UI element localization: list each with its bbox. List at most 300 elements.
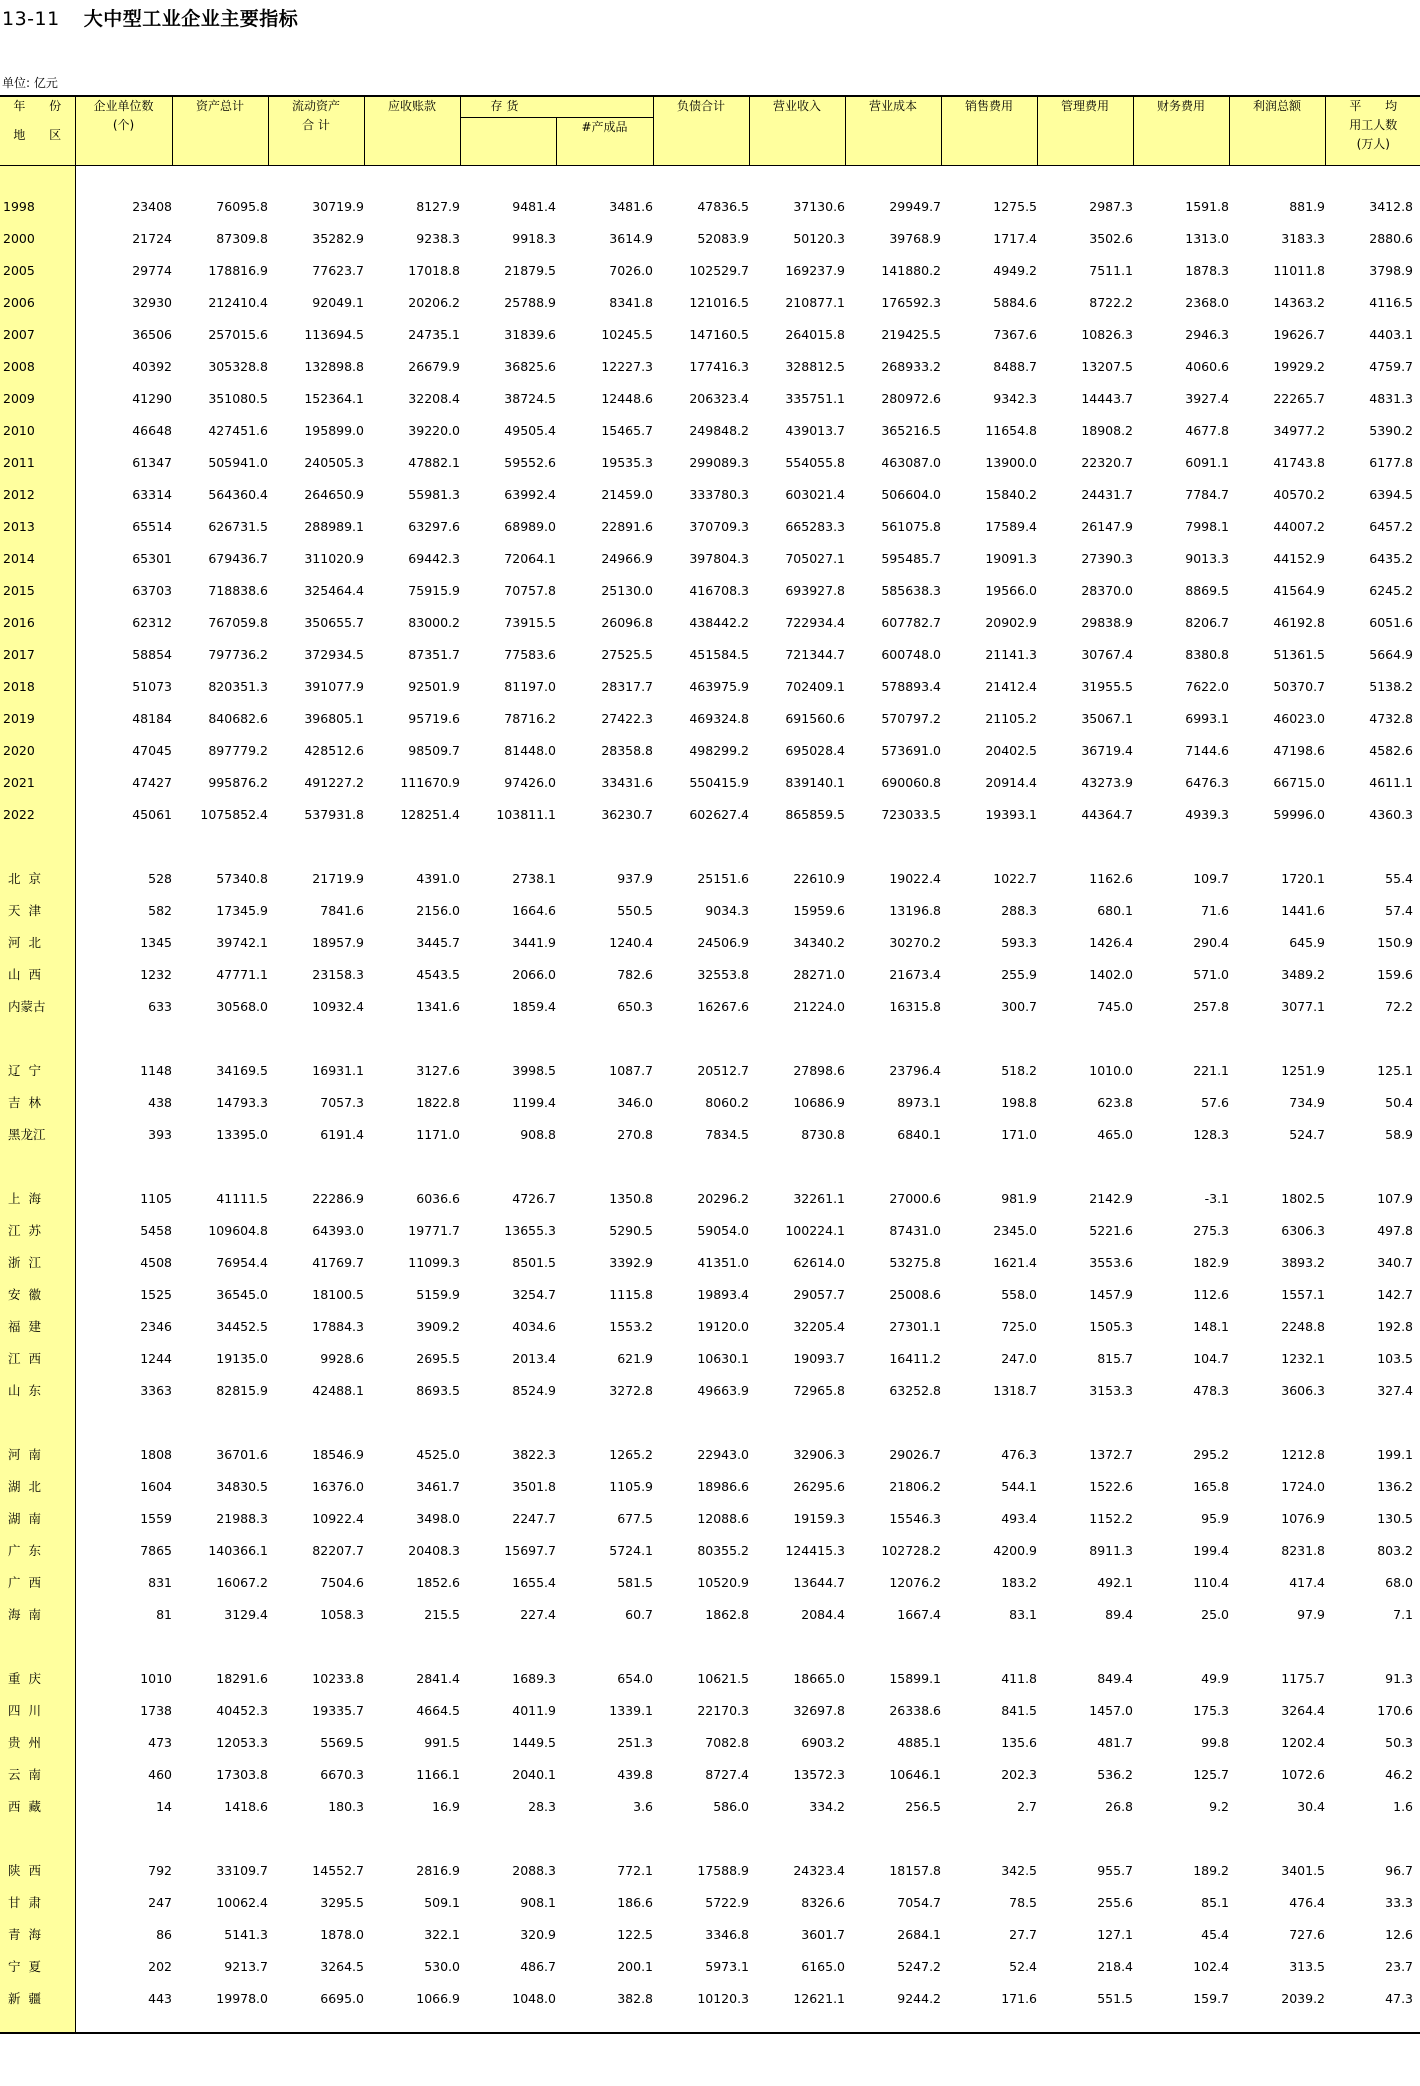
table-cell: 4034.6 [512, 1318, 556, 1334]
table-cell: 2368.0 [1185, 294, 1230, 310]
table-cell: 22943.0 [697, 1446, 750, 1462]
table-cell: 41743.8 [1273, 454, 1326, 470]
table-cell: 58.9 [1385, 1126, 1414, 1142]
year-label: 2018 [0, 670, 75, 702]
table-cell: 9928.6 [320, 1350, 364, 1366]
table-cell: 1738 [140, 1702, 172, 1718]
table-cell: 21879.5 [504, 262, 556, 278]
table-cell: 1318.7 [993, 1382, 1038, 1398]
table-cell: 50370.7 [1273, 678, 1326, 694]
table-cell: 623.8 [1097, 1094, 1134, 1110]
page-title [2, 4, 298, 31]
table-cell: 96.7 [1385, 1862, 1414, 1878]
table-cell: 41769.7 [312, 1254, 364, 1270]
table-cell: 10120.3 [697, 1990, 750, 2006]
table-cell: 77583.6 [504, 646, 556, 662]
table-cell: 221.1 [1193, 1062, 1230, 1078]
table-cell: 463087.0 [881, 454, 942, 470]
table-cell: 1426.4 [1089, 934, 1134, 950]
region-row [0, 958, 1420, 990]
table-cell: 26338.6 [889, 1702, 942, 1718]
table-cell: 12076.2 [889, 1574, 942, 1590]
table-cell: 486.7 [520, 1958, 556, 1974]
table-cell: 10646.1 [889, 1766, 942, 1782]
table-cell: 346.0 [617, 1094, 654, 1110]
table-cell: 20296.2 [697, 1190, 750, 1206]
table-cell: 1604 [140, 1478, 172, 1494]
year-label: 2006 [0, 286, 75, 318]
table-cell: 815.7 [1097, 1350, 1134, 1366]
col-operating-cost: 营业成本 [845, 96, 941, 166]
table-cell: 491227.2 [304, 774, 364, 790]
table-cell: 12053.3 [216, 1734, 268, 1750]
table-cell: 593.3 [1001, 934, 1038, 950]
table-cell: 9238.3 [416, 230, 460, 246]
table-cell: 600748.0 [881, 646, 942, 662]
table-cell: 3445.7 [416, 934, 460, 950]
table-cell: 29026.7 [889, 1446, 942, 1462]
table-cell: 87431.0 [889, 1222, 942, 1238]
table-cell: 645.9 [1289, 934, 1326, 950]
table-cell: 17588.9 [697, 1862, 750, 1878]
col-employees-label1: 平 均 [1349, 99, 1408, 113]
year-label: 2012 [0, 478, 75, 510]
table-cell: 36230.7 [601, 806, 654, 822]
table-cell: 251.3 [617, 1734, 654, 1750]
table-cell: 4200.9 [993, 1542, 1038, 1558]
table-cell: 136.2 [1377, 1478, 1414, 1494]
region-row [0, 1086, 1420, 1118]
year-row [0, 286, 1420, 318]
region-label: 重庆 [0, 1662, 75, 1694]
table-cell: 36701.6 [216, 1446, 268, 1462]
table-cell: 218.4 [1097, 1958, 1134, 1974]
table-cell: 288989.1 [304, 518, 364, 534]
region-label: 黑龙江 [0, 1118, 75, 1150]
table-cell: 1621.4 [993, 1254, 1038, 1270]
region-row [0, 1214, 1420, 1246]
table-cell: 25.0 [1201, 1606, 1230, 1622]
table-cell: 32906.3 [793, 1446, 846, 1462]
table-cell: 21459.0 [601, 486, 654, 502]
table-cell: 1852.6 [416, 1574, 460, 1590]
table-cell: 991.5 [424, 1734, 460, 1750]
region-label: 安徽 [0, 1278, 75, 1310]
table-cell: 1441.6 [1281, 902, 1326, 918]
table-cell: 29838.9 [1081, 614, 1134, 630]
table-cell: 159.7 [1193, 1990, 1230, 2006]
table-cell: 102.4 [1193, 1958, 1230, 1974]
table-cell: 492.1 [1097, 1574, 1134, 1590]
table-cell: 27525.5 [601, 646, 654, 662]
table-cell: 182.9 [1193, 1254, 1230, 1270]
table-cell: 68.0 [1385, 1574, 1414, 1590]
year-row [0, 318, 1420, 350]
table-cell: 171.0 [1001, 1126, 1038, 1142]
table-cell: 7057.3 [320, 1094, 364, 1110]
table-cell: 2987.3 [1089, 198, 1134, 214]
table-cell: 18908.2 [1081, 422, 1134, 438]
year-row [0, 766, 1420, 798]
table-cell: 2841.4 [416, 1670, 460, 1686]
spacer-row [0, 1630, 1420, 1662]
table-cell: 66715.0 [1273, 774, 1326, 790]
table-cell: 8730.8 [801, 1126, 846, 1142]
table-cell: 53275.8 [889, 1254, 942, 1270]
year-row [0, 414, 1420, 446]
table-cell: 11654.8 [985, 422, 1038, 438]
table-cell: 47882.1 [408, 454, 460, 470]
table-cell: 554055.8 [785, 454, 846, 470]
year-row [0, 350, 1420, 382]
table-cell: 1808 [140, 1446, 172, 1462]
table-cell: 564360.4 [208, 486, 268, 502]
table-cell: 63252.8 [889, 1382, 942, 1398]
table-cell: 427451.6 [208, 422, 268, 438]
table-cell: 83000.2 [408, 614, 460, 630]
table-cell: 1372.7 [1089, 1446, 1134, 1462]
table-cell: 195899.0 [304, 422, 364, 438]
region-label: 云南 [0, 1758, 75, 1790]
table-cell: 31955.5 [1081, 678, 1134, 694]
year-label: 2010 [0, 414, 75, 446]
table-cell: 5569.5 [320, 1734, 364, 1750]
table-cell: 7367.6 [993, 326, 1038, 342]
table-cell: 97.9 [1297, 1606, 1326, 1622]
table-cell: 21673.4 [889, 966, 942, 982]
table-cell: 4677.8 [1185, 422, 1230, 438]
col-liabilities: 负债合计 [653, 96, 749, 166]
table-cell: 82815.9 [216, 1382, 268, 1398]
table-cell: 46192.8 [1273, 614, 1326, 630]
table-cell: 19893.4 [697, 1286, 750, 1302]
table-cell: 396805.1 [304, 710, 364, 726]
table-cell: 91.3 [1385, 1670, 1414, 1686]
table-cell: 24323.4 [793, 1862, 846, 1878]
year-row [0, 254, 1420, 286]
table-cell: 22610.9 [793, 870, 846, 886]
table-cell: 57.6 [1201, 1094, 1230, 1110]
table-cell: 1199.4 [512, 1094, 556, 1110]
table-cell: 247 [148, 1894, 172, 1910]
table-cell: 937.9 [617, 870, 654, 886]
table-cell: 585638.3 [881, 582, 942, 598]
table-cell: 478.3 [1193, 1382, 1230, 1398]
region-row [0, 1982, 1420, 2014]
table-cell: 34452.5 [216, 1318, 268, 1334]
table-cell: 3401.5 [1281, 1862, 1326, 1878]
table-cell: 4831.3 [1369, 390, 1414, 406]
table-cell: 820351.3 [208, 678, 268, 694]
year-row [0, 190, 1420, 222]
table-cell: 63992.4 [504, 486, 556, 502]
table-cell: 439013.7 [785, 422, 846, 438]
region-row [0, 1278, 1420, 1310]
table-cell: 107.9 [1377, 1190, 1414, 1206]
region-row [0, 1662, 1420, 1694]
table-cell: 210877.1 [785, 294, 846, 310]
table-cell: 6091.1 [1185, 454, 1230, 470]
table-cell: 68989.0 [504, 518, 556, 534]
table-cell: 41351.0 [697, 1254, 750, 1270]
table-cell: 530.0 [424, 1958, 460, 1974]
table-cell: 365216.5 [881, 422, 942, 438]
table-cell: 1232.1 [1281, 1350, 1326, 1366]
table-cell: 718838.6 [208, 582, 268, 598]
table-cell: 1667.4 [897, 1606, 942, 1622]
col-inventory [460, 96, 653, 117]
year-row [0, 222, 1420, 254]
table-cell: 20902.9 [985, 614, 1038, 630]
table-cell: 5290.5 [609, 1222, 654, 1238]
table-cell: 1522.6 [1089, 1478, 1134, 1494]
table-cell: 6435.2 [1369, 550, 1414, 566]
year-label: 2019 [0, 702, 75, 734]
table-cell: 391077.9 [304, 678, 364, 694]
table-cell: 92049.1 [312, 294, 364, 310]
table-cell: 693927.8 [785, 582, 846, 598]
region-row [0, 1470, 1420, 1502]
region-row [0, 1534, 1420, 1566]
table-cell: 725.0 [1001, 1318, 1038, 1334]
table-cell: 8060.2 [705, 1094, 750, 1110]
region-row [0, 1790, 1420, 1822]
table-cell: 865859.5 [785, 806, 846, 822]
table-cell: 602627.4 [689, 806, 750, 822]
table-cell: 35067.1 [1081, 710, 1134, 726]
table-cell: 654.0 [617, 1670, 654, 1686]
table-cell: 561075.8 [881, 518, 942, 534]
table-cell: 57340.8 [216, 870, 268, 886]
region-label: 甘肃 [0, 1886, 75, 1918]
table-cell: 1115.8 [609, 1286, 654, 1302]
year-label: 2020 [0, 734, 75, 766]
year-row [0, 670, 1420, 702]
table-cell: 1232 [140, 966, 172, 982]
table-cell: 5221.6 [1089, 1222, 1134, 1238]
table-cell: 536.2 [1097, 1766, 1134, 1782]
table-cell: 81448.0 [504, 742, 556, 758]
table-cell: 518.2 [1001, 1062, 1038, 1078]
table-cell: 46023.0 [1273, 710, 1326, 726]
year-label: 2008 [0, 350, 75, 382]
table-cell: 32697.8 [793, 1702, 846, 1718]
table-cell: 1339.1 [609, 1702, 654, 1718]
table-cell: 152364.1 [304, 390, 364, 406]
table-cell: 3606.3 [1281, 1382, 1326, 1398]
table-cell: 5458 [140, 1222, 172, 1238]
table-cell: 1066.9 [416, 1990, 460, 2006]
table-cell: 92501.9 [408, 678, 460, 694]
table-cell: 8501.5 [512, 1254, 556, 1270]
table-cell: 183.2 [1001, 1574, 1038, 1590]
table-cell: 170.6 [1377, 1702, 1414, 1718]
col-employees [1325, 96, 1420, 166]
table-cell: 8206.7 [1185, 614, 1230, 630]
table-cell: 382.8 [617, 1990, 654, 2006]
table-cell: 9034.3 [705, 902, 750, 918]
table-cell: 2880.6 [1369, 230, 1414, 246]
table-cell: 1559 [140, 1510, 172, 1526]
table-cell: 550415.9 [689, 774, 750, 790]
table-cell: 320.9 [520, 1926, 556, 1942]
table-cell: 140366.1 [208, 1542, 268, 1558]
table-cell: 1717.4 [993, 230, 1038, 246]
table-cell: 621.9 [617, 1350, 654, 1366]
table-cell: 1171.0 [416, 1126, 460, 1142]
table-cell: 28370.0 [1081, 582, 1134, 598]
table-cell: 177416.3 [689, 358, 750, 374]
table-cell: 59054.0 [697, 1222, 750, 1238]
table-cell: 1822.8 [416, 1094, 460, 1110]
table-cell: 586.0 [713, 1798, 750, 1814]
table-cell: 4543.5 [416, 966, 460, 982]
table-cell: 2684.1 [897, 1926, 942, 1942]
table-cell: 111670.9 [400, 774, 460, 790]
table-cell: 150.9 [1377, 934, 1414, 950]
table-cell: 52083.9 [697, 230, 750, 246]
table-cell: 10932.4 [312, 998, 364, 1014]
region-label: 新疆 [0, 1982, 75, 2014]
table-cell: 327.4 [1377, 1382, 1414, 1398]
table-cell: 23408 [132, 198, 172, 214]
table-cell: 4949.2 [993, 262, 1038, 278]
table-cell: 63297.6 [408, 518, 460, 534]
table-cell: 1087.7 [609, 1062, 654, 1078]
table-cell: 1175.7 [1281, 1670, 1326, 1686]
table-cell: 8380.8 [1185, 646, 1230, 662]
year-row [0, 542, 1420, 574]
table-cell: 1505.3 [1089, 1318, 1134, 1334]
table-cell: 49505.4 [504, 422, 556, 438]
table-cell: 6036.6 [416, 1190, 460, 1206]
year-label: 2022 [0, 798, 75, 830]
table-cell: 428512.6 [304, 742, 364, 758]
table-cell: 7841.6 [320, 902, 364, 918]
unit-label: 单位: 亿元 [2, 76, 58, 90]
col-employees-unit: (万人) [1356, 137, 1390, 151]
table-cell: 322.1 [424, 1926, 460, 1942]
table-cell: 49663.9 [697, 1382, 750, 1398]
table-cell: 1.6 [1393, 1798, 1414, 1814]
region-label: 西藏 [0, 1790, 75, 1822]
table-cell: 171.6 [1001, 1990, 1038, 2006]
table-cell: 32553.8 [697, 966, 750, 982]
table-cell: 1664.6 [512, 902, 556, 918]
table-cell: 192.8 [1377, 1318, 1414, 1334]
table-cell: 33109.7 [216, 1862, 268, 1878]
table-cell: 72064.1 [504, 550, 556, 566]
region-row [0, 1886, 1420, 1918]
table-cell: 340.7 [1377, 1254, 1414, 1270]
table-cell: 13207.5 [1081, 358, 1134, 374]
table-cell: 48184 [132, 710, 172, 726]
table-cell: 2040.1 [512, 1766, 556, 1782]
table-cell: 41111.5 [216, 1190, 268, 1206]
table-cell: 64393.0 [312, 1222, 364, 1238]
table-cell: 397804.3 [689, 550, 750, 566]
table-cell: 8127.9 [416, 198, 460, 214]
table-cell: 10630.1 [697, 1350, 750, 1366]
table-cell: 95.9 [1201, 1510, 1230, 1526]
table-cell: 17345.9 [216, 902, 268, 918]
table-cell: 14443.7 [1081, 390, 1134, 406]
table-cell: 17303.8 [216, 1766, 268, 1782]
table-cell: 23.7 [1385, 1958, 1414, 1974]
table-cell: 39220.0 [408, 422, 460, 438]
table-cell: 268933.2 [881, 358, 942, 374]
table-cell: 1162.6 [1089, 870, 1134, 886]
table-cell: 1072.6 [1281, 1766, 1326, 1782]
table-cell: 36545.0 [216, 1286, 268, 1302]
table-cell: 62312 [132, 614, 172, 630]
table-cell: 55981.3 [408, 486, 460, 502]
table-cell: 33431.6 [601, 774, 654, 790]
table-cell: 89.4 [1105, 1606, 1134, 1622]
table-cell: 22265.7 [1273, 390, 1326, 406]
table-cell: 28271.0 [793, 966, 846, 982]
year-label: 2016 [0, 606, 75, 638]
table-cell: 103.5 [1377, 1350, 1414, 1366]
year-row [0, 382, 1420, 414]
table-cell: 10520.9 [697, 1574, 750, 1590]
table-cell: 469324.8 [689, 710, 750, 726]
table-cell: 8524.9 [512, 1382, 556, 1398]
table-cell: 723033.5 [881, 806, 942, 822]
table-cell: 212410.4 [208, 294, 268, 310]
table-cell: 10621.5 [697, 1670, 750, 1686]
table-cell: 570797.2 [881, 710, 942, 726]
table-cell: 1058.3 [320, 1606, 364, 1622]
table-cell: 20512.7 [697, 1062, 750, 1078]
table-cell: 19159.3 [793, 1510, 846, 1526]
table-cell: 256.5 [905, 1798, 942, 1814]
table-cell: 1212.8 [1281, 1446, 1326, 1462]
table-cell: 705027.1 [785, 550, 846, 566]
table-cell: 22170.3 [697, 1702, 750, 1718]
table-cell: 29774 [132, 262, 172, 278]
table-cell: 1313.0 [1185, 230, 1230, 246]
table-cell: 21141.3 [985, 646, 1038, 662]
table-cell: 121016.5 [689, 294, 750, 310]
col-receivables: 应收账款 [364, 96, 460, 166]
region-row [0, 1246, 1420, 1278]
table-cell: 46648 [132, 422, 172, 438]
spacer-row [0, 2014, 1420, 2030]
table-cell: 463975.9 [689, 678, 750, 694]
table-cell: 16411.2 [889, 1350, 942, 1366]
table-cell: 125.1 [1377, 1062, 1414, 1078]
table-cell: 690060.8 [881, 774, 942, 790]
region-row [0, 1310, 1420, 1342]
table-cell: 6695.0 [320, 1990, 364, 2006]
year-label: 2021 [0, 766, 75, 798]
table-cell: 11011.8 [1273, 262, 1326, 278]
spacer-row [0, 1822, 1420, 1854]
table-cell: 3254.7 [512, 1286, 556, 1302]
table-cell: 21724 [132, 230, 172, 246]
table-cell: 122.5 [617, 1926, 654, 1942]
table-cell: 1345 [140, 934, 172, 950]
table-cell: 30767.4 [1081, 646, 1134, 662]
table-cell: 767059.8 [208, 614, 268, 630]
table-cell: 2247.7 [512, 1510, 556, 1526]
region-row [0, 1726, 1420, 1758]
table-cell: 202.3 [1001, 1766, 1038, 1782]
table-cell: 14 [156, 1798, 172, 1814]
table-cell: 443 [148, 1990, 172, 2006]
table-cell: 2088.3 [512, 1862, 556, 1878]
